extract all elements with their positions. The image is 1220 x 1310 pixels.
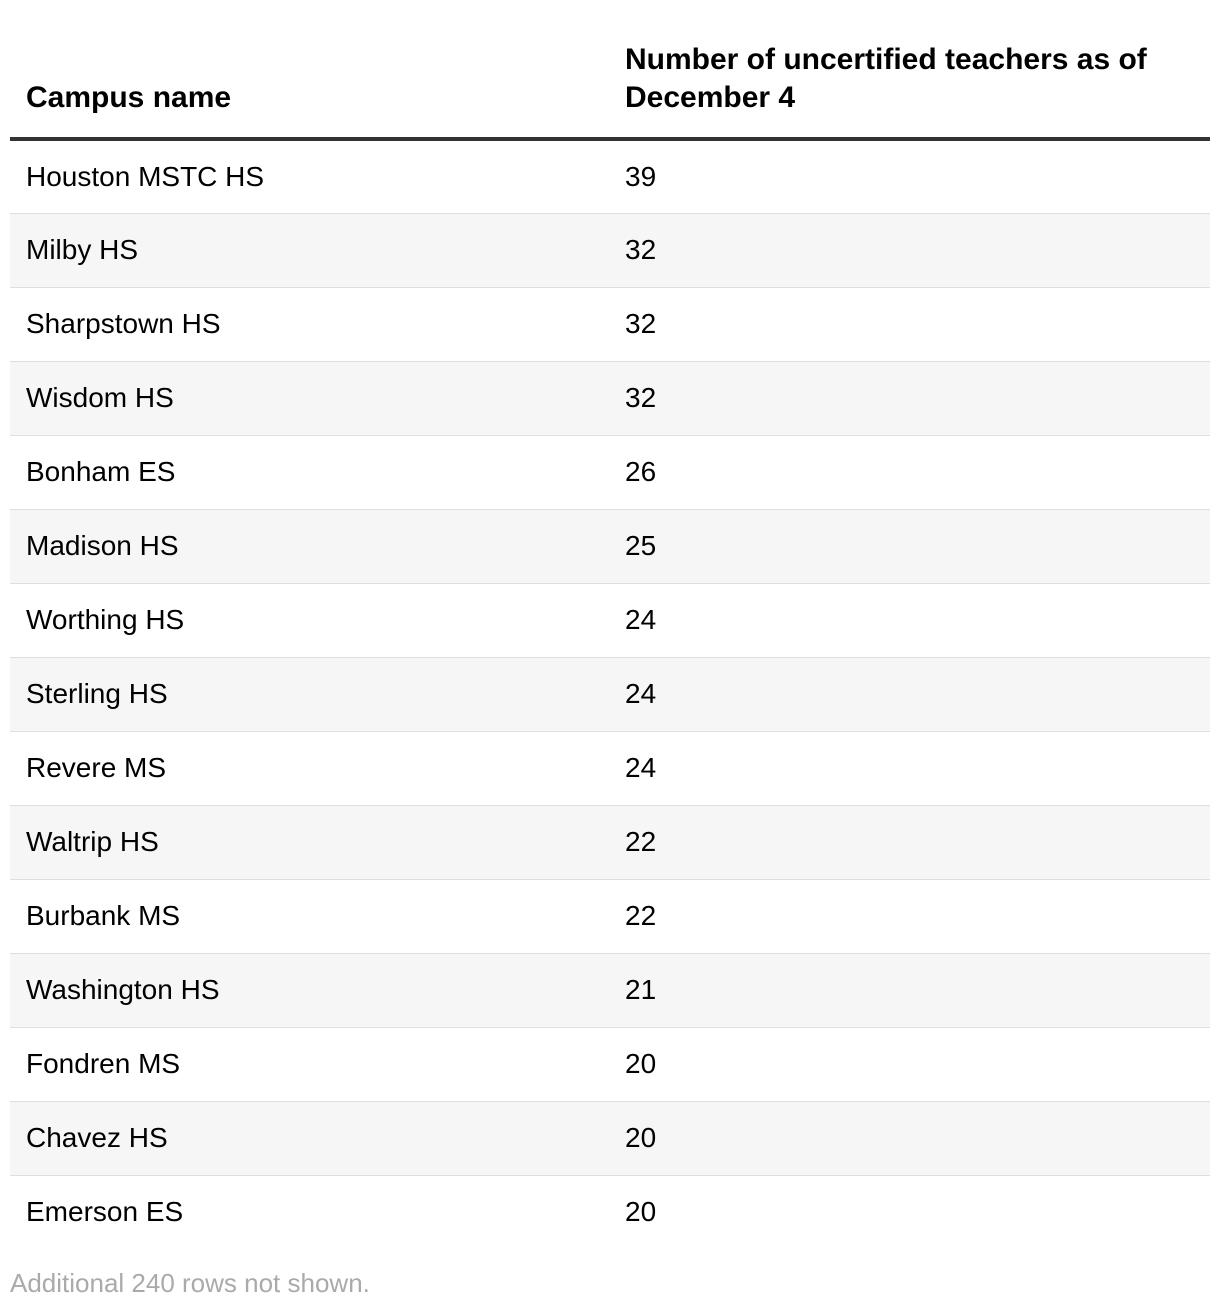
table-header	[10, 0, 1210, 139]
uncertified-count-cell: 20	[625, 1196, 657, 1228]
uncertified-count-cell: 20	[609, 1101, 1210, 1175]
campus-name-cell: Fondren MS	[10, 1027, 609, 1101]
campus-name-cell: Wisdom HS	[10, 361, 609, 435]
campus-name-cell: Emerson ES	[26, 1196, 184, 1228]
uncertified-count-cell: 22	[609, 805, 1210, 879]
table-row	[10, 1101, 1210, 1175]
campus-name-cell: Sterling HS	[10, 657, 609, 731]
rows-not-shown-note: Additional 240 rows not shown.	[10, 1268, 370, 1298]
uncertified-count-cell: 24	[609, 583, 1210, 657]
uncertified-count-cell: 25	[609, 509, 1210, 583]
table-row	[10, 731, 1210, 805]
campus-name-cell: Washington HS	[10, 953, 609, 1027]
uncertified-count-cell: 24	[609, 657, 1210, 731]
table-row	[10, 1175, 1210, 1249]
campus-name-cell: Sharpstown HS	[10, 287, 609, 361]
campus-name-cell: Burbank MS	[10, 879, 609, 953]
table-row	[10, 287, 1210, 361]
table-row	[10, 953, 1210, 1027]
uncertified-count-cell: 22	[609, 879, 1210, 953]
campus-name-cell: Milby HS	[10, 213, 609, 287]
uncertified-count-cell: 20	[609, 1027, 1210, 1101]
column-header-uncertified-count: Number of uncertified teachers as of December 4	[609, 0, 1210, 139]
table-row	[10, 361, 1210, 435]
campus-name-cell: Madison HS	[10, 509, 609, 583]
campus-name-cell: Houston MSTC HS	[10, 139, 609, 213]
uncertified-count-cell: 32	[609, 213, 1210, 287]
uncertified-count-cell: 32	[609, 287, 1210, 361]
column-header-campus-name: Campus name	[10, 0, 609, 139]
table-row	[10, 583, 1210, 657]
campus-name-cell: Waltrip HS	[10, 805, 609, 879]
campus-name-cell: Revere MS	[10, 731, 609, 805]
uncertified-count-cell: 26	[609, 435, 1210, 509]
campus-name-cell: Chavez HS	[10, 1101, 609, 1175]
uncertified-teachers-table	[10, 0, 1210, 1249]
data-table-container	[10, 0, 1210, 1249]
table-row	[10, 213, 1210, 287]
campus-name-cell: Bonham ES	[10, 435, 609, 509]
table-row	[10, 805, 1210, 879]
uncertified-count-cell: 21	[609, 953, 1210, 1027]
header-row	[10, 0, 1210, 139]
table-row	[10, 879, 1210, 953]
table-row	[10, 1027, 1210, 1101]
campus-name-cell: Worthing HS	[10, 583, 609, 657]
table-body	[10, 139, 1210, 1249]
uncertified-count-cell: 39	[609, 139, 1210, 213]
table-row	[10, 139, 1210, 213]
table-row	[10, 435, 1210, 509]
table-row	[10, 657, 1210, 731]
uncertified-count-cell: 32	[609, 361, 1210, 435]
uncertified-count-cell: 24	[609, 731, 1210, 805]
table-row	[10, 509, 1210, 583]
